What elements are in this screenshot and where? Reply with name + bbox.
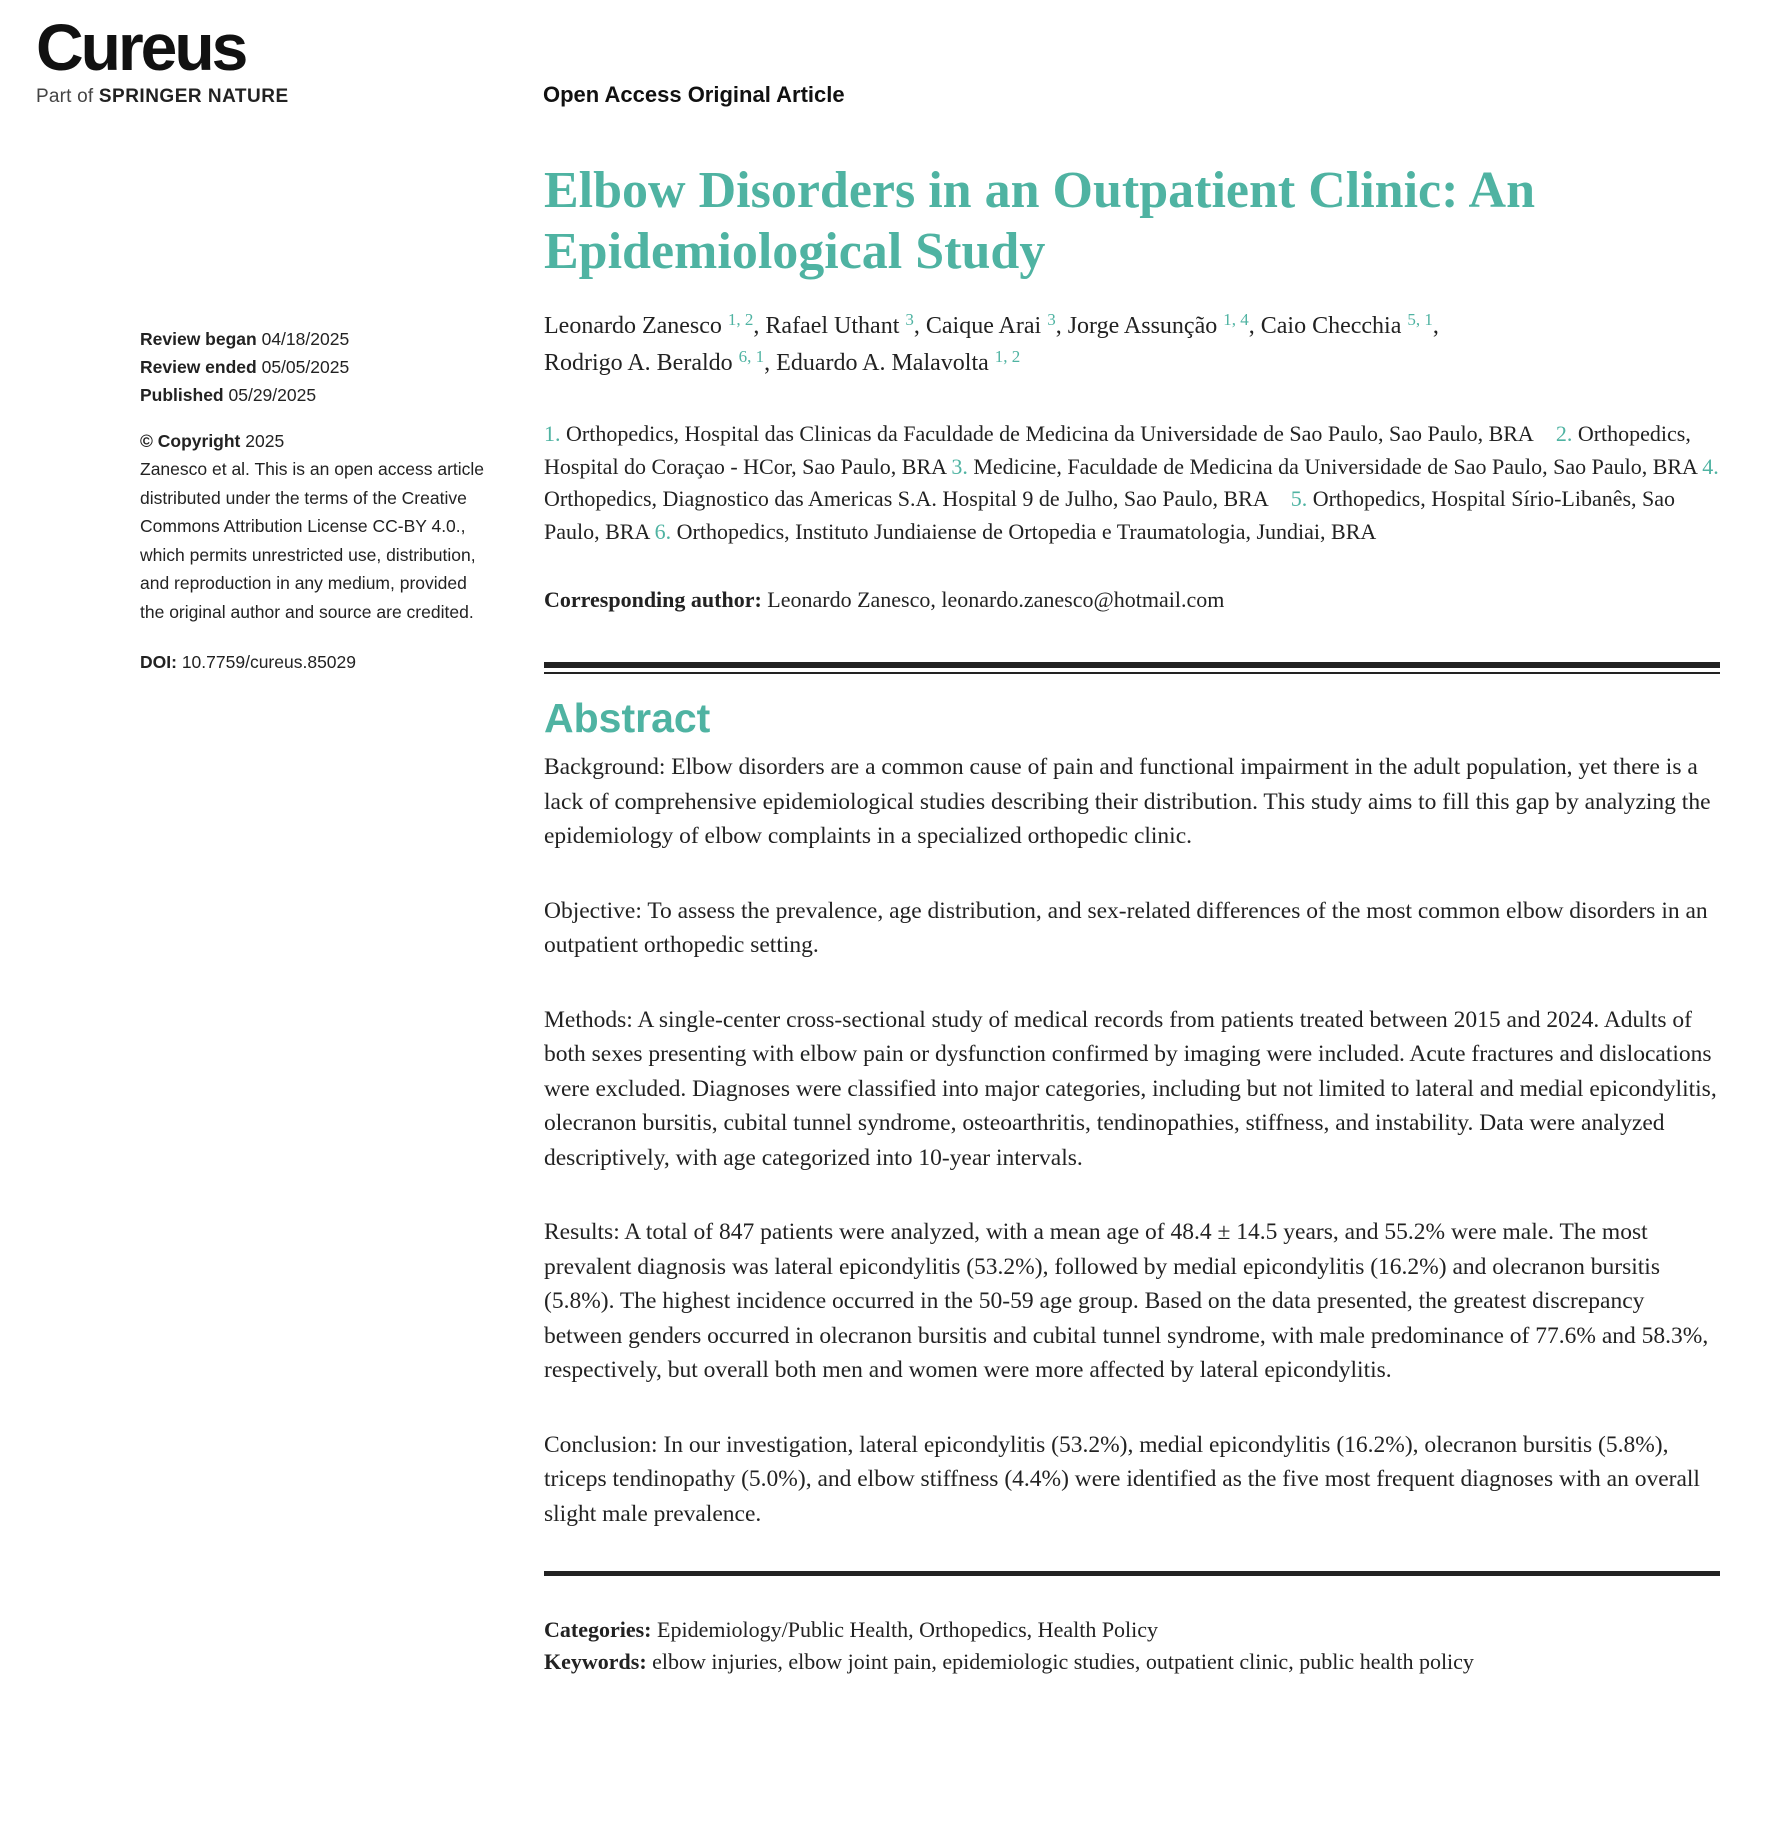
affiliation-text: Orthopedics, Diagnostico das Americas S.A. Hospital 9 de Julho, Sao Paulo, BRA xyxy=(544,486,1269,511)
affiliation-text: Orthopedics, Hospital do Coraçao - HCor, Sao Paulo, BRA xyxy=(544,421,1691,479)
affiliation-text: Orthopedics, Hospital Sírio-Libanês, Sao Paulo, BRA xyxy=(544,486,1676,544)
affiliation-number: 1. xyxy=(544,421,561,446)
keywords-label: Keywords: xyxy=(544,1649,647,1674)
affiliation-number: 6. xyxy=(654,518,672,544)
author-name[interactable]: Caio Checchia xyxy=(1260,313,1402,339)
article-type-label: Open Access Original Article xyxy=(543,82,845,107)
categories-label: Categories: xyxy=(544,1617,652,1642)
author-affiliation-ref: 3 xyxy=(1047,310,1056,329)
logo-sub-prefix: Part of xyxy=(36,86,94,107)
author-name[interactable]: Leonardo Zanesco xyxy=(544,313,722,339)
copyright-label: © Copyright xyxy=(140,431,241,451)
cureus-logo[interactable] xyxy=(36,10,289,108)
affiliation-text: Medicine, Faculdade de Medicina da Universidade de Sao Paulo, Sao Paulo, BRA xyxy=(973,453,1697,479)
title-line-1: Elbow Disorders in an Outpatient Clinic: An xyxy=(544,162,1536,219)
doi-label: DOI: xyxy=(140,652,177,672)
author-name[interactable]: Rodrigo A. Beraldo xyxy=(544,350,733,376)
author-affiliation-ref: 6, 1 xyxy=(738,347,765,366)
review-began-value: 04/18/2025 xyxy=(261,329,350,349)
copyright-row xyxy=(140,427,495,455)
author-affiliation-ref: 1, 4 xyxy=(1223,310,1249,329)
copyright-year: 2025 xyxy=(245,431,285,451)
keywords-row xyxy=(544,1646,1720,1678)
review-ended-label: Review ended xyxy=(140,357,257,377)
article-sidebar xyxy=(140,325,495,676)
abstract-methods: Methods: A single-center cross-sectional study of medical records from patients treated between 2015 and 2024. Adults of both sexes presenting with elbow pain or dysfunction confirmed by imaging were included. Acute fractures and dislocations were excluded. Diagnoses were classified into major categories, including but not limited to lateral and medial epicondylitis, olecranon bursitis, cubital tunnel syndrome, osteoarthritis, tendinopathies, stiffness, and instability. Data were analyzed descriptively, with age categorized into 10-year intervals. xyxy=(544,1006,1717,1171)
author-affiliation-ref: 1, 2 xyxy=(727,310,754,329)
affiliation-text: Orthopedics, Instituto Jundiaiense de Ortopedia e Traumatologia, Jundiai, BRA xyxy=(676,518,1377,544)
article-main xyxy=(544,160,1720,1678)
abstract-top-divider xyxy=(544,662,1720,674)
published-value: 05/29/2025 xyxy=(228,385,317,405)
published-label: Published xyxy=(140,385,224,405)
logo-sub-brand: SPRINGER NATURE xyxy=(98,86,289,107)
author-affiliation-ref: 3 xyxy=(905,310,914,329)
author-affiliation-ref: 1, 2 xyxy=(994,347,1021,366)
keywords-value: elbow injuries, elbow joint pain, epidemiologic studies, outpatient clinic, public health policy xyxy=(652,1649,1474,1674)
author-name[interactable]: Caique Arai xyxy=(925,313,1042,339)
categories-row xyxy=(544,1614,1720,1646)
article-metadata xyxy=(544,1614,1720,1678)
copyright-block xyxy=(140,427,495,626)
corresponding-label: Corresponding author: xyxy=(544,587,762,612)
affiliation-number: 2. xyxy=(1555,421,1573,446)
abstract-results: Results: A total of 847 patients were analyzed, with a mean age of 48.4 ± 14.5 years, and 55.2% were male. The most prevalent diagnosis was lateral epicondylitis (53.2%), followed by medial epicondylitis (16.2%) and olecranon bursitis (5.8%). The highest incidence occurred in the 50-59 age group. Based on the data presented, the greatest discrepancy between genders occurred in olecranon bursitis and cubital tunnel syndrome, with male predominance of 77.6% and 58.3%, respectively, but overall both men and women were more affected by lateral epicondylitis. xyxy=(544,1219,1709,1383)
affiliation-list xyxy=(544,418,1720,548)
divider-thin xyxy=(544,672,1720,674)
affiliation-number: 3. xyxy=(951,453,968,479)
title-line-2: Epidemiological Study xyxy=(544,223,1046,280)
abstract-bottom-divider xyxy=(544,1571,1720,1576)
abstract-objective: Objective: To assess the prevalence, age distribution, and sex-related differences of the most common elbow disorders in an outpatient orthopedic setting. xyxy=(544,897,1708,958)
abstract-conclusion: Conclusion: In our investigation, lateral epicondylitis (53.2%), medial epicondylitis (16.2%), olecranon bursitis (5.8%), triceps tendinopathy (5.0%), and elbow stiffness (4.4%) were identified as the five most frequent diagnoses with an overall slight male prevalence. xyxy=(544,1431,1700,1527)
affiliation-number: 5. xyxy=(1290,486,1308,511)
author-affiliation-ref: 5, 1 xyxy=(1407,310,1433,329)
affiliation-text: Orthopedics, Hospital das Clinicas da Faculdade de Medicina da Universidade de Sao Paulo, Sao Paulo, BRA xyxy=(566,421,1534,446)
categories-value: Epidemiology/Public Health, Orthopedics, Health Policy xyxy=(657,1617,1159,1642)
divider-thick xyxy=(544,662,1720,668)
affiliation-number: 4. xyxy=(1702,453,1719,479)
article-title xyxy=(544,160,1720,282)
doi-link[interactable]: 10.7759/cureus.85029 xyxy=(181,652,356,672)
corresponding-value[interactable]: Leonardo Zanesco, leonardo.zanesco@hotmail.com xyxy=(767,587,1225,612)
license-text: Zanesco et al. This is an open access article distributed under the terms of the Creative Commons Attribution License CC-BY 4.0., which permits unrestricted use, distribution, and reproduction in any medium, provided the original author and source are credited. xyxy=(140,459,485,622)
abstract-heading: Abstract xyxy=(544,695,711,741)
logo-wordmark: Cureus xyxy=(36,10,246,84)
author-list: Leonardo Zanesco $^{1, 2}$, Rafael Uthant $^3$, Caique Arai $^3$, Jorge Assunção $^{1, 4}$, Caio Checchia $^{5, 1}$, Rodrigo A. Beraldo $^{6, 1}$, Eduardo A. Malavolta $^{1, 2}$ xyxy=(544,310,1439,376)
review-began-row xyxy=(140,325,495,353)
abstract-background: Background: Elbow disorders are a common cause of pain and functional impairment in the adult population, yet there is a lack of comprehensive epidemiological studies describing their distribution. This study aims to fill this gap by analyzing the epidemiology of elbow complaints in a specialized orthopedic clinic. xyxy=(544,754,1711,849)
corresponding-author xyxy=(544,584,1720,616)
review-began-label: Review began xyxy=(140,329,257,349)
author-name[interactable]: Eduardo A. Malavolta xyxy=(776,350,989,376)
author-name[interactable]: Rafael Uthant xyxy=(765,313,900,339)
published-row xyxy=(140,381,495,409)
review-ended-row xyxy=(140,353,495,381)
author-name[interactable]: Jorge Assunção xyxy=(1067,313,1218,339)
review-ended-value: 05/05/2025 xyxy=(261,357,350,377)
doi-row xyxy=(140,648,495,676)
logo-subtitle xyxy=(36,86,289,108)
